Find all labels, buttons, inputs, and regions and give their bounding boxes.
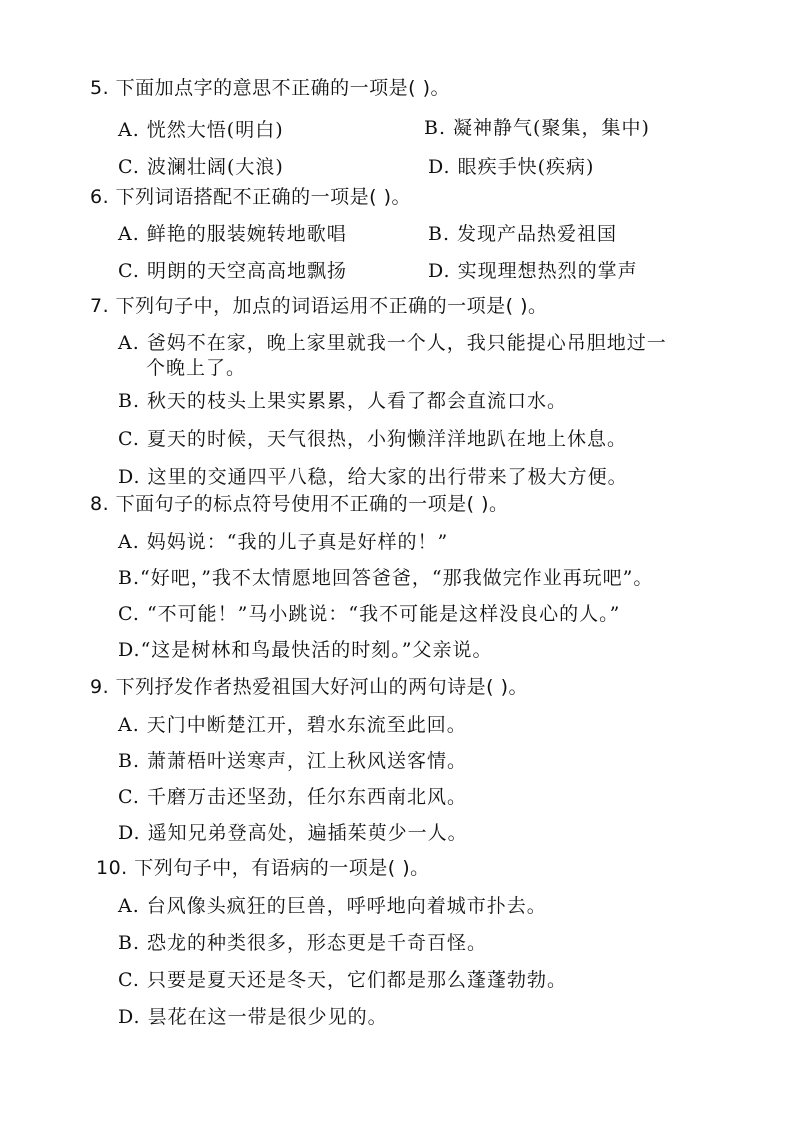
- question-10-option-d: D. 昙花在这一带是很少见的。: [118, 1006, 388, 1028]
- question-9-option-c: C. 千磨万击还坚劲，任尔东西南北风。: [118, 786, 467, 808]
- question-10-option-b: B. 恐龙的种类很多，形态更是千奇百怪。: [118, 932, 488, 954]
- question-8-option-a: A. 妈妈说：“我的儿子真是好样的！”: [118, 531, 449, 553]
- question-10-option-a: A. 台风像头疯狂的巨兽，呼呼地向着城市扑去。: [118, 895, 547, 917]
- question-9-option-a: A. 天门中断楚江开，碧水东流至此回。: [118, 714, 467, 736]
- question-7-option-d: D. 这里的交通四平八稳，给大家的出行带来了极大方便。: [118, 466, 628, 488]
- question-10-option-c: C. 只要是夏天还是冬天，它们都是那么蓬蓬勃勃。: [118, 969, 567, 991]
- question-7-option-b: B. 秋天的枝头上果实累累，人看了都会直流口水。: [118, 390, 568, 412]
- question-8-option-c: C. “不可能！”马小跳说：“我不可能是这样没良心的人。”: [118, 603, 621, 625]
- question-7-stem: 7. 下列句子中，加点的词语运用不正确的一项是( )。: [90, 295, 548, 317]
- question-6-option-a: A. 鲜艳的服装婉转地歌唱: [118, 223, 347, 245]
- question-10-stem: 10. 下列句子中，有语病的一项是( )。: [96, 857, 430, 879]
- question-8-option-b: B.“好吧，”我不太情愿地回答爸爸，“那我做完作业再玩吧”。: [118, 567, 654, 589]
- question-6-option-d: D. 实现理想热烈的掌声: [428, 260, 638, 282]
- question-9-stem: 9. 下列抒发作者热爱祖国大好河山的两句诗是( )。: [90, 676, 529, 698]
- question-5-option-d: D. 眼疾手快(疾病): [428, 156, 595, 178]
- question-9-option-b: B. 萧萧梧叶送寒声，江上秋风送客情。: [118, 750, 468, 772]
- question-8-option-d: D.“这是树林和鸟最快活的时刻。”父亲说。: [118, 639, 493, 661]
- question-7-option-c: C. 夏天的时候，天气很热，小狗懒洋洋地趴在地上休息。: [118, 428, 627, 450]
- question-5-option-c: C. 波澜壮阔(大浪): [118, 156, 284, 178]
- question-9-option-d: D. 遥知兄弟登高处，遍插茱萸少一人。: [118, 822, 468, 844]
- question-6-option-c: C. 明朗的天空高高地飘扬: [118, 260, 347, 282]
- question-6-option-b: B. 发现产品热爱祖国: [428, 223, 618, 245]
- question-6-stem: 6. 下列词语搭配不正确的一项是( )。: [90, 186, 412, 208]
- question-5-stem: 5. 下面加点字的意思不正确的一项是( )。: [90, 77, 451, 99]
- question-7-option-a: A. 爸妈不在家，晚上家里就我一个人，我只能提心吊胆地过一: [118, 332, 667, 354]
- question-5-option-a: A. 恍然大悟(明白): [118, 119, 284, 141]
- question-8-stem: 8. 下面句子的标点符号使用不正确的一项是( )。: [90, 493, 509, 515]
- question-5-option-b: B. 凝神静气(聚集，集中): [424, 117, 650, 139]
- question-7-option-a-continued: 个晚上了。: [146, 357, 247, 379]
